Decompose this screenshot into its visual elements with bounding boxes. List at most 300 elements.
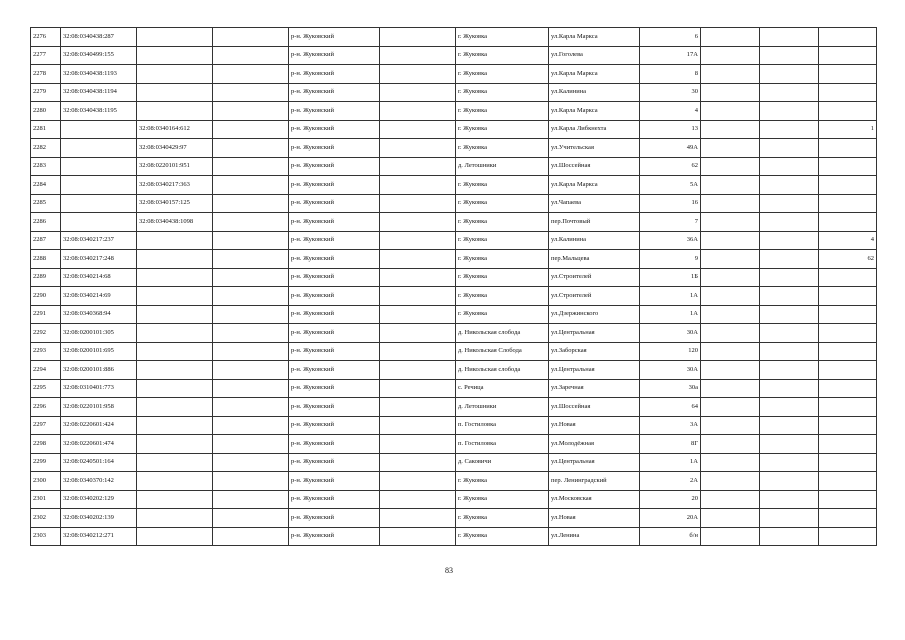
- row-number: 2302: [31, 509, 61, 528]
- empty-cell: [760, 231, 819, 250]
- empty-cell: [213, 472, 289, 491]
- table-row: [31, 120, 877, 139]
- cadastral-number-a: 32:08:0200101:886: [61, 361, 137, 380]
- table-row: [31, 102, 877, 121]
- table-row: [31, 472, 877, 491]
- empty-cell: [760, 398, 819, 417]
- district: р-н. Жуковский: [289, 305, 380, 324]
- empty-cell: [760, 342, 819, 361]
- locality: г. Жуковка: [456, 139, 549, 158]
- house-number: 64: [640, 398, 701, 417]
- street: ул.Молодёжная: [549, 435, 640, 454]
- empty-cell: [760, 213, 819, 232]
- street: ул.Заборская: [549, 342, 640, 361]
- extra-value: [819, 342, 877, 361]
- house-number: 13: [640, 120, 701, 139]
- empty-cell: [380, 157, 456, 176]
- locality: д. Никольская слобода: [456, 324, 549, 343]
- empty-cell: [760, 287, 819, 306]
- row-number: 2288: [31, 250, 61, 269]
- cadastral-number-b: [137, 342, 213, 361]
- table-row: [31, 250, 877, 269]
- cadastral-number-a: 32:08:0310401:773: [61, 379, 137, 398]
- empty-cell: [701, 139, 760, 158]
- row-number: 2290: [31, 287, 61, 306]
- empty-cell: [213, 65, 289, 84]
- empty-cell: [380, 287, 456, 306]
- empty-cell: [760, 527, 819, 546]
- empty-cell: [701, 231, 760, 250]
- house-number: 17А: [640, 46, 701, 65]
- cadastral-number-a: 32:08:0340370:142: [61, 472, 137, 491]
- cadastral-number-a: [61, 139, 137, 158]
- house-number: б/н: [640, 527, 701, 546]
- empty-cell: [701, 65, 760, 84]
- empty-cell: [760, 509, 819, 528]
- cadastral-number-a: 32:08:0340217:248: [61, 250, 137, 269]
- empty-cell: [701, 472, 760, 491]
- row-number: 2284: [31, 176, 61, 195]
- house-number: 8Г: [640, 435, 701, 454]
- district: р-н. Жуковский: [289, 490, 380, 509]
- empty-cell: [760, 120, 819, 139]
- empty-cell: [760, 46, 819, 65]
- row-number: 2289: [31, 268, 61, 287]
- district: р-н. Жуковский: [289, 102, 380, 121]
- empty-cell: [213, 527, 289, 546]
- empty-cell: [701, 83, 760, 102]
- cadastral-number-a: 32:08:0220601:424: [61, 416, 137, 435]
- extra-value: [819, 472, 877, 491]
- cadastral-number-b: [137, 490, 213, 509]
- house-number: 36А: [640, 231, 701, 250]
- street: ул.Ленина: [549, 527, 640, 546]
- district: р-н. Жуковский: [289, 28, 380, 47]
- cadastral-number-b: [137, 287, 213, 306]
- cadastral-number-b: [137, 379, 213, 398]
- table-row: [31, 379, 877, 398]
- empty-cell: [701, 250, 760, 269]
- empty-cell: [701, 527, 760, 546]
- cadastral-number-a: [61, 194, 137, 213]
- extra-value: [819, 490, 877, 509]
- empty-cell: [380, 83, 456, 102]
- empty-cell: [760, 139, 819, 158]
- empty-cell: [701, 342, 760, 361]
- street: ул.Строителей: [549, 268, 640, 287]
- extra-value: [819, 398, 877, 417]
- house-number: 6: [640, 28, 701, 47]
- empty-cell: [213, 176, 289, 195]
- cadastral-number-b: [137, 28, 213, 47]
- extra-value: [819, 157, 877, 176]
- empty-cell: [701, 324, 760, 343]
- cadastral-number-a: 32:08:0340438:287: [61, 28, 137, 47]
- locality: г. Жуковка: [456, 250, 549, 269]
- locality: д. Никольская слобода: [456, 361, 549, 380]
- empty-cell: [760, 361, 819, 380]
- locality: г. Жуковка: [456, 65, 549, 84]
- locality: г. Жуковка: [456, 83, 549, 102]
- extra-value: [819, 435, 877, 454]
- empty-cell: [701, 416, 760, 435]
- house-number: 49А: [640, 139, 701, 158]
- locality: г. Жуковка: [456, 231, 549, 250]
- empty-cell: [380, 28, 456, 47]
- empty-cell: [701, 28, 760, 47]
- empty-cell: [213, 398, 289, 417]
- street: пер. Ленинградский: [549, 472, 640, 491]
- empty-cell: [213, 231, 289, 250]
- district: р-н. Жуковский: [289, 194, 380, 213]
- street: пер.Мальцева: [549, 250, 640, 269]
- table-row: [31, 287, 877, 306]
- empty-cell: [701, 361, 760, 380]
- empty-cell: [213, 305, 289, 324]
- table-row: [31, 324, 877, 343]
- row-number: 2296: [31, 398, 61, 417]
- district: р-н. Жуковский: [289, 268, 380, 287]
- row-number: 2282: [31, 139, 61, 158]
- cadastral-number-a: 32:08:0200101:695: [61, 342, 137, 361]
- locality: п. Гостиловка: [456, 416, 549, 435]
- extra-value: [819, 527, 877, 546]
- extra-value: [819, 268, 877, 287]
- empty-cell: [380, 361, 456, 380]
- table-row: [31, 453, 877, 472]
- empty-cell: [380, 120, 456, 139]
- empty-cell: [213, 268, 289, 287]
- empty-cell: [701, 490, 760, 509]
- empty-cell: [701, 509, 760, 528]
- extra-value: [819, 83, 877, 102]
- empty-cell: [213, 361, 289, 380]
- cadastral-number-b: [137, 268, 213, 287]
- extra-value: [819, 287, 877, 306]
- cadastral-number-a: 32:08:0340217:237: [61, 231, 137, 250]
- row-number: 2297: [31, 416, 61, 435]
- row-number: 2291: [31, 305, 61, 324]
- row-number: 2301: [31, 490, 61, 509]
- table-body: [31, 28, 877, 546]
- cadastral-number-b: 32:08:0340157:125: [137, 194, 213, 213]
- street: пер.Почтовый: [549, 213, 640, 232]
- table-row: [31, 490, 877, 509]
- house-number: 9: [640, 250, 701, 269]
- street: ул.Центральная: [549, 361, 640, 380]
- table-row: [31, 83, 877, 102]
- cadastral-number-b: 32:08:0340438:1098: [137, 213, 213, 232]
- extra-value: 4: [819, 231, 877, 250]
- cadastral-number-a: [61, 157, 137, 176]
- locality: г. Жуковка: [456, 102, 549, 121]
- extra-value: 1: [819, 120, 877, 139]
- locality: г. Жуковка: [456, 509, 549, 528]
- empty-cell: [701, 120, 760, 139]
- cadastral-number-a: 32:08:0340438:1194: [61, 83, 137, 102]
- empty-cell: [760, 324, 819, 343]
- empty-cell: [380, 250, 456, 269]
- house-number: 30А: [640, 324, 701, 343]
- cadastral-number-b: 32:08:0340164:612: [137, 120, 213, 139]
- house-number: 1А: [640, 305, 701, 324]
- table-row: [31, 157, 877, 176]
- row-number: 2298: [31, 435, 61, 454]
- empty-cell: [213, 139, 289, 158]
- street: ул.Карла Маркса: [549, 176, 640, 195]
- house-number: 120: [640, 342, 701, 361]
- extra-value: [819, 46, 877, 65]
- empty-cell: [701, 176, 760, 195]
- street: ул.Заречная: [549, 379, 640, 398]
- extra-value: [819, 213, 877, 232]
- empty-cell: [760, 435, 819, 454]
- empty-cell: [213, 435, 289, 454]
- registry-table: [30, 27, 877, 546]
- street: ул.Новая: [549, 509, 640, 528]
- district: р-н. Жуковский: [289, 139, 380, 158]
- empty-cell: [380, 453, 456, 472]
- empty-cell: [760, 250, 819, 269]
- district: р-н. Жуковский: [289, 509, 380, 528]
- empty-cell: [760, 472, 819, 491]
- row-number: 2283: [31, 157, 61, 176]
- house-number: 1А: [640, 453, 701, 472]
- extra-value: [819, 416, 877, 435]
- empty-cell: [213, 157, 289, 176]
- table-row: [31, 176, 877, 195]
- cadastral-number-b: [137, 398, 213, 417]
- cadastral-number-a: 32:08:0340202:139: [61, 509, 137, 528]
- row-number: 2299: [31, 453, 61, 472]
- district: р-н. Жуковский: [289, 157, 380, 176]
- cadastral-number-a: 32:08:0340212:271: [61, 527, 137, 546]
- house-number: 30: [640, 83, 701, 102]
- table-row: [31, 194, 877, 213]
- cadastral-number-a: 32:08:0340368:94: [61, 305, 137, 324]
- row-number: 2292: [31, 324, 61, 343]
- table-row: [31, 231, 877, 250]
- locality: г. Жуковка: [456, 490, 549, 509]
- empty-cell: [760, 176, 819, 195]
- locality: г. Жуковка: [456, 176, 549, 195]
- empty-cell: [213, 102, 289, 121]
- street: ул.Учительская: [549, 139, 640, 158]
- locality: д. Летошники: [456, 398, 549, 417]
- cadastral-number-b: [137, 102, 213, 121]
- row-number: 2287: [31, 231, 61, 250]
- extra-value: [819, 324, 877, 343]
- row-number: 2295: [31, 379, 61, 398]
- extra-value: [819, 139, 877, 158]
- cadastral-number-b: [137, 472, 213, 491]
- district: р-н. Жуковский: [289, 435, 380, 454]
- empty-cell: [213, 120, 289, 139]
- district: р-н. Жуковский: [289, 176, 380, 195]
- street: ул.Карла Либкнехта: [549, 120, 640, 139]
- empty-cell: [760, 453, 819, 472]
- cadastral-number-a: [61, 120, 137, 139]
- table-row: [31, 342, 877, 361]
- locality: д. Саковичи: [456, 453, 549, 472]
- street: ул.Московская: [549, 490, 640, 509]
- empty-cell: [380, 213, 456, 232]
- empty-cell: [380, 102, 456, 121]
- row-number: 2280: [31, 102, 61, 121]
- cadastral-number-b: [137, 65, 213, 84]
- empty-cell: [380, 176, 456, 195]
- table-row: [31, 509, 877, 528]
- row-number: 2285: [31, 194, 61, 213]
- table-row: [31, 435, 877, 454]
- row-number: 2286: [31, 213, 61, 232]
- cadastral-number-b: [137, 453, 213, 472]
- empty-cell: [380, 509, 456, 528]
- empty-cell: [213, 416, 289, 435]
- district: р-н. Жуковский: [289, 65, 380, 84]
- locality: д. Летошники: [456, 157, 549, 176]
- street: ул.Карла Маркса: [549, 102, 640, 121]
- cadastral-number-b: 32:08:0220101:951: [137, 157, 213, 176]
- empty-cell: [380, 379, 456, 398]
- page-number: 83: [445, 566, 453, 575]
- empty-cell: [760, 65, 819, 84]
- street: ул.Новая: [549, 416, 640, 435]
- street: ул.Шоссейная: [549, 157, 640, 176]
- empty-cell: [760, 102, 819, 121]
- row-number: 2276: [31, 28, 61, 47]
- empty-cell: [760, 490, 819, 509]
- house-number: 3А: [640, 416, 701, 435]
- locality: г. Жуковка: [456, 268, 549, 287]
- extra-value: [819, 194, 877, 213]
- house-number: 20А: [640, 509, 701, 528]
- cadastral-number-b: [137, 361, 213, 380]
- locality: п. Гостиловка: [456, 435, 549, 454]
- house-number: 62: [640, 157, 701, 176]
- empty-cell: [380, 435, 456, 454]
- house-number: 4: [640, 102, 701, 121]
- table-row: [31, 416, 877, 435]
- locality: г. Жуковка: [456, 46, 549, 65]
- empty-cell: [760, 157, 819, 176]
- locality: г. Жуковка: [456, 472, 549, 491]
- district: р-н. Жуковский: [289, 453, 380, 472]
- house-number: 1Б: [640, 268, 701, 287]
- table-row: [31, 398, 877, 417]
- empty-cell: [760, 28, 819, 47]
- extra-value: [819, 176, 877, 195]
- extra-value: 62: [819, 250, 877, 269]
- cadastral-number-b: [137, 46, 213, 65]
- empty-cell: [213, 213, 289, 232]
- house-number: 30а: [640, 379, 701, 398]
- extra-value: [819, 65, 877, 84]
- locality: г. Жуковка: [456, 120, 549, 139]
- cadastral-number-a: 32:08:0340202:129: [61, 490, 137, 509]
- empty-cell: [213, 194, 289, 213]
- extra-value: [819, 509, 877, 528]
- table-row: [31, 213, 877, 232]
- row-number: 2303: [31, 527, 61, 546]
- row-number: 2278: [31, 65, 61, 84]
- empty-cell: [760, 268, 819, 287]
- table-row: [31, 28, 877, 47]
- empty-cell: [213, 46, 289, 65]
- cadastral-number-a: 32:08:0340214:69: [61, 287, 137, 306]
- street: ул.Карла Маркса: [549, 65, 640, 84]
- house-number: 20: [640, 490, 701, 509]
- empty-cell: [380, 305, 456, 324]
- street: ул.Карла Маркса: [549, 28, 640, 47]
- empty-cell: [380, 268, 456, 287]
- house-number: 8: [640, 65, 701, 84]
- district: р-н. Жуковский: [289, 46, 380, 65]
- empty-cell: [380, 527, 456, 546]
- table-row: [31, 46, 877, 65]
- empty-cell: [701, 46, 760, 65]
- street: ул.Калинина: [549, 231, 640, 250]
- street: ул.Дзержинского: [549, 305, 640, 324]
- empty-cell: [213, 379, 289, 398]
- empty-cell: [380, 46, 456, 65]
- empty-cell: [701, 453, 760, 472]
- empty-cell: [380, 490, 456, 509]
- house-number: 7: [640, 213, 701, 232]
- house-number: 5А: [640, 176, 701, 195]
- district: р-н. Жуковский: [289, 416, 380, 435]
- empty-cell: [760, 194, 819, 213]
- empty-cell: [701, 102, 760, 121]
- empty-cell: [380, 324, 456, 343]
- house-number: 16: [640, 194, 701, 213]
- district: р-н. Жуковский: [289, 472, 380, 491]
- empty-cell: [760, 379, 819, 398]
- empty-cell: [213, 453, 289, 472]
- cadastral-number-b: [137, 527, 213, 546]
- empty-cell: [380, 194, 456, 213]
- empty-cell: [380, 65, 456, 84]
- cadastral-number-a: [61, 213, 137, 232]
- district: р-н. Жуковский: [289, 231, 380, 250]
- empty-cell: [760, 416, 819, 435]
- row-number: 2281: [31, 120, 61, 139]
- empty-cell: [380, 416, 456, 435]
- empty-cell: [380, 231, 456, 250]
- district: р-н. Жуковский: [289, 527, 380, 546]
- empty-cell: [701, 379, 760, 398]
- empty-cell: [380, 398, 456, 417]
- table-row: [31, 268, 877, 287]
- cadastral-number-b: [137, 416, 213, 435]
- empty-cell: [701, 398, 760, 417]
- extra-value: [819, 453, 877, 472]
- empty-cell: [213, 250, 289, 269]
- cadastral-number-b: [137, 435, 213, 454]
- cadastral-number-b: [137, 231, 213, 250]
- street: ул.Строителей: [549, 287, 640, 306]
- empty-cell: [701, 194, 760, 213]
- empty-cell: [380, 342, 456, 361]
- table-row: [31, 139, 877, 158]
- cadastral-number-b: [137, 509, 213, 528]
- street: ул.Калинина: [549, 83, 640, 102]
- cadastral-number-b: 32:08:0340217:363: [137, 176, 213, 195]
- table-row: [31, 361, 877, 380]
- street: ул.Центральная: [549, 324, 640, 343]
- empty-cell: [380, 472, 456, 491]
- cadastral-number-a: 32:08:0220601:474: [61, 435, 137, 454]
